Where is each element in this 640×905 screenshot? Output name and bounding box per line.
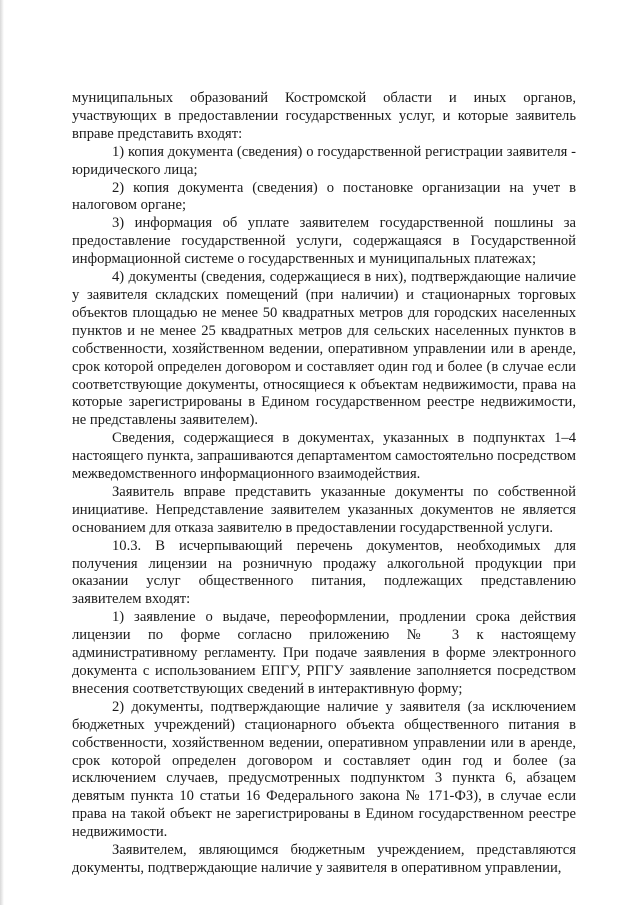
paragraph-continuation: муниципальных образований Костромской области и иных органов, участвующих в предоставлении государственных услуг, и которые заявитель вправе представить входят: [72, 90, 576, 142]
paragraph-10-3-item-1: 1) заявление о выдаче, переоформлении, продлении срока действия лицензии по форме согласно приложению № 3 к настоящему административному регламенту. При подаче заявления в форме электронного документа с использованием ЕПГУ, РПГУ заявление заполняется посредством внесения соответствующих сведений в интерактивную форму; [72, 609, 576, 697]
paragraph-budget-institution: Заявителем, являющимся бюджетным учреждением, представляются документы, подтверждающие наличие у заявителя в оперативном управлении, [72, 842, 576, 876]
paragraph-item-2: 2) копия документа (сведения) о постановке организации на учет в налоговом органе; [72, 179, 576, 214]
paragraph-10-3-item-2: 2) документы, подтверждающие наличие у заявителя (за исключением бюджетных учреждений) стационарного объекта общественного питания в собственности, хозяйственном ведении, оперативном управлении или в аренде, срок которой определен договором и составляет один год и более (за исключением случаев, предусмотренных подпунктом 3 пункта 6, абзацем девятым пункта 10 статьи 16 Федерального закона № 171-ФЗ), в случае если права на такой объект не зарегистрированы в Едином государственном реестре недвижимости. [72, 698, 576, 841]
scan-edge-shadow [0, 0, 4, 905]
paragraph-item-4: 4) документы (сведения, содержащиеся в них), подтверждающие наличие у заявителя складских помещений (при наличии) и стационарных торговых объектов площадью не менее 50 квадратных метров для городских населенных пунктов и не менее 25 квадратных метров для сельских населенных пунктов в собственности, хозяйственном ведении, оперативном управлении или в аренде, срок которой определен договором и составляет один год и более (в случае если соответствующие документы, относящиеся к объектам недвижимости, права на которые зарегистрированы в Едином государственном реестре недвижимости, не представлены заявителем). [72, 269, 576, 429]
paragraph-interagency-info: Сведения, содержащиеся в документах, указанных в подпунктах 1–4 настоящего пункта, запрашиваются департаментом самостоятельно посредством межведомственного информационного взаимодействия. [72, 430, 576, 483]
document-body [72, 90, 576, 878]
paragraph-section-10-3: 10.3. В исчерпывающий перечень документов, необходимых для получения лицензии на розничную продажу алкогольной продукции при оказании услуг общественного питания, подлежащих представлению заявителем входят: [72, 537, 576, 608]
paragraph-own-initiative: Заявитель вправе представить указанные документы по собственной инициативе. Непредставление заявителем указанных документов не является основанием для отказа заявителю в предоставлении государственной услуги. [72, 483, 576, 536]
paragraph-item-3: 3) информация об уплате заявителем государственной пошлины за предоставление государственной услуги, содержащаяся в Государственной информационной системе о государственных и муниципальных платежах; [72, 215, 576, 268]
paragraph-item-1: 1) копия документа (сведения) о государственной регистрации заявителя - юридического лица; [72, 143, 576, 178]
